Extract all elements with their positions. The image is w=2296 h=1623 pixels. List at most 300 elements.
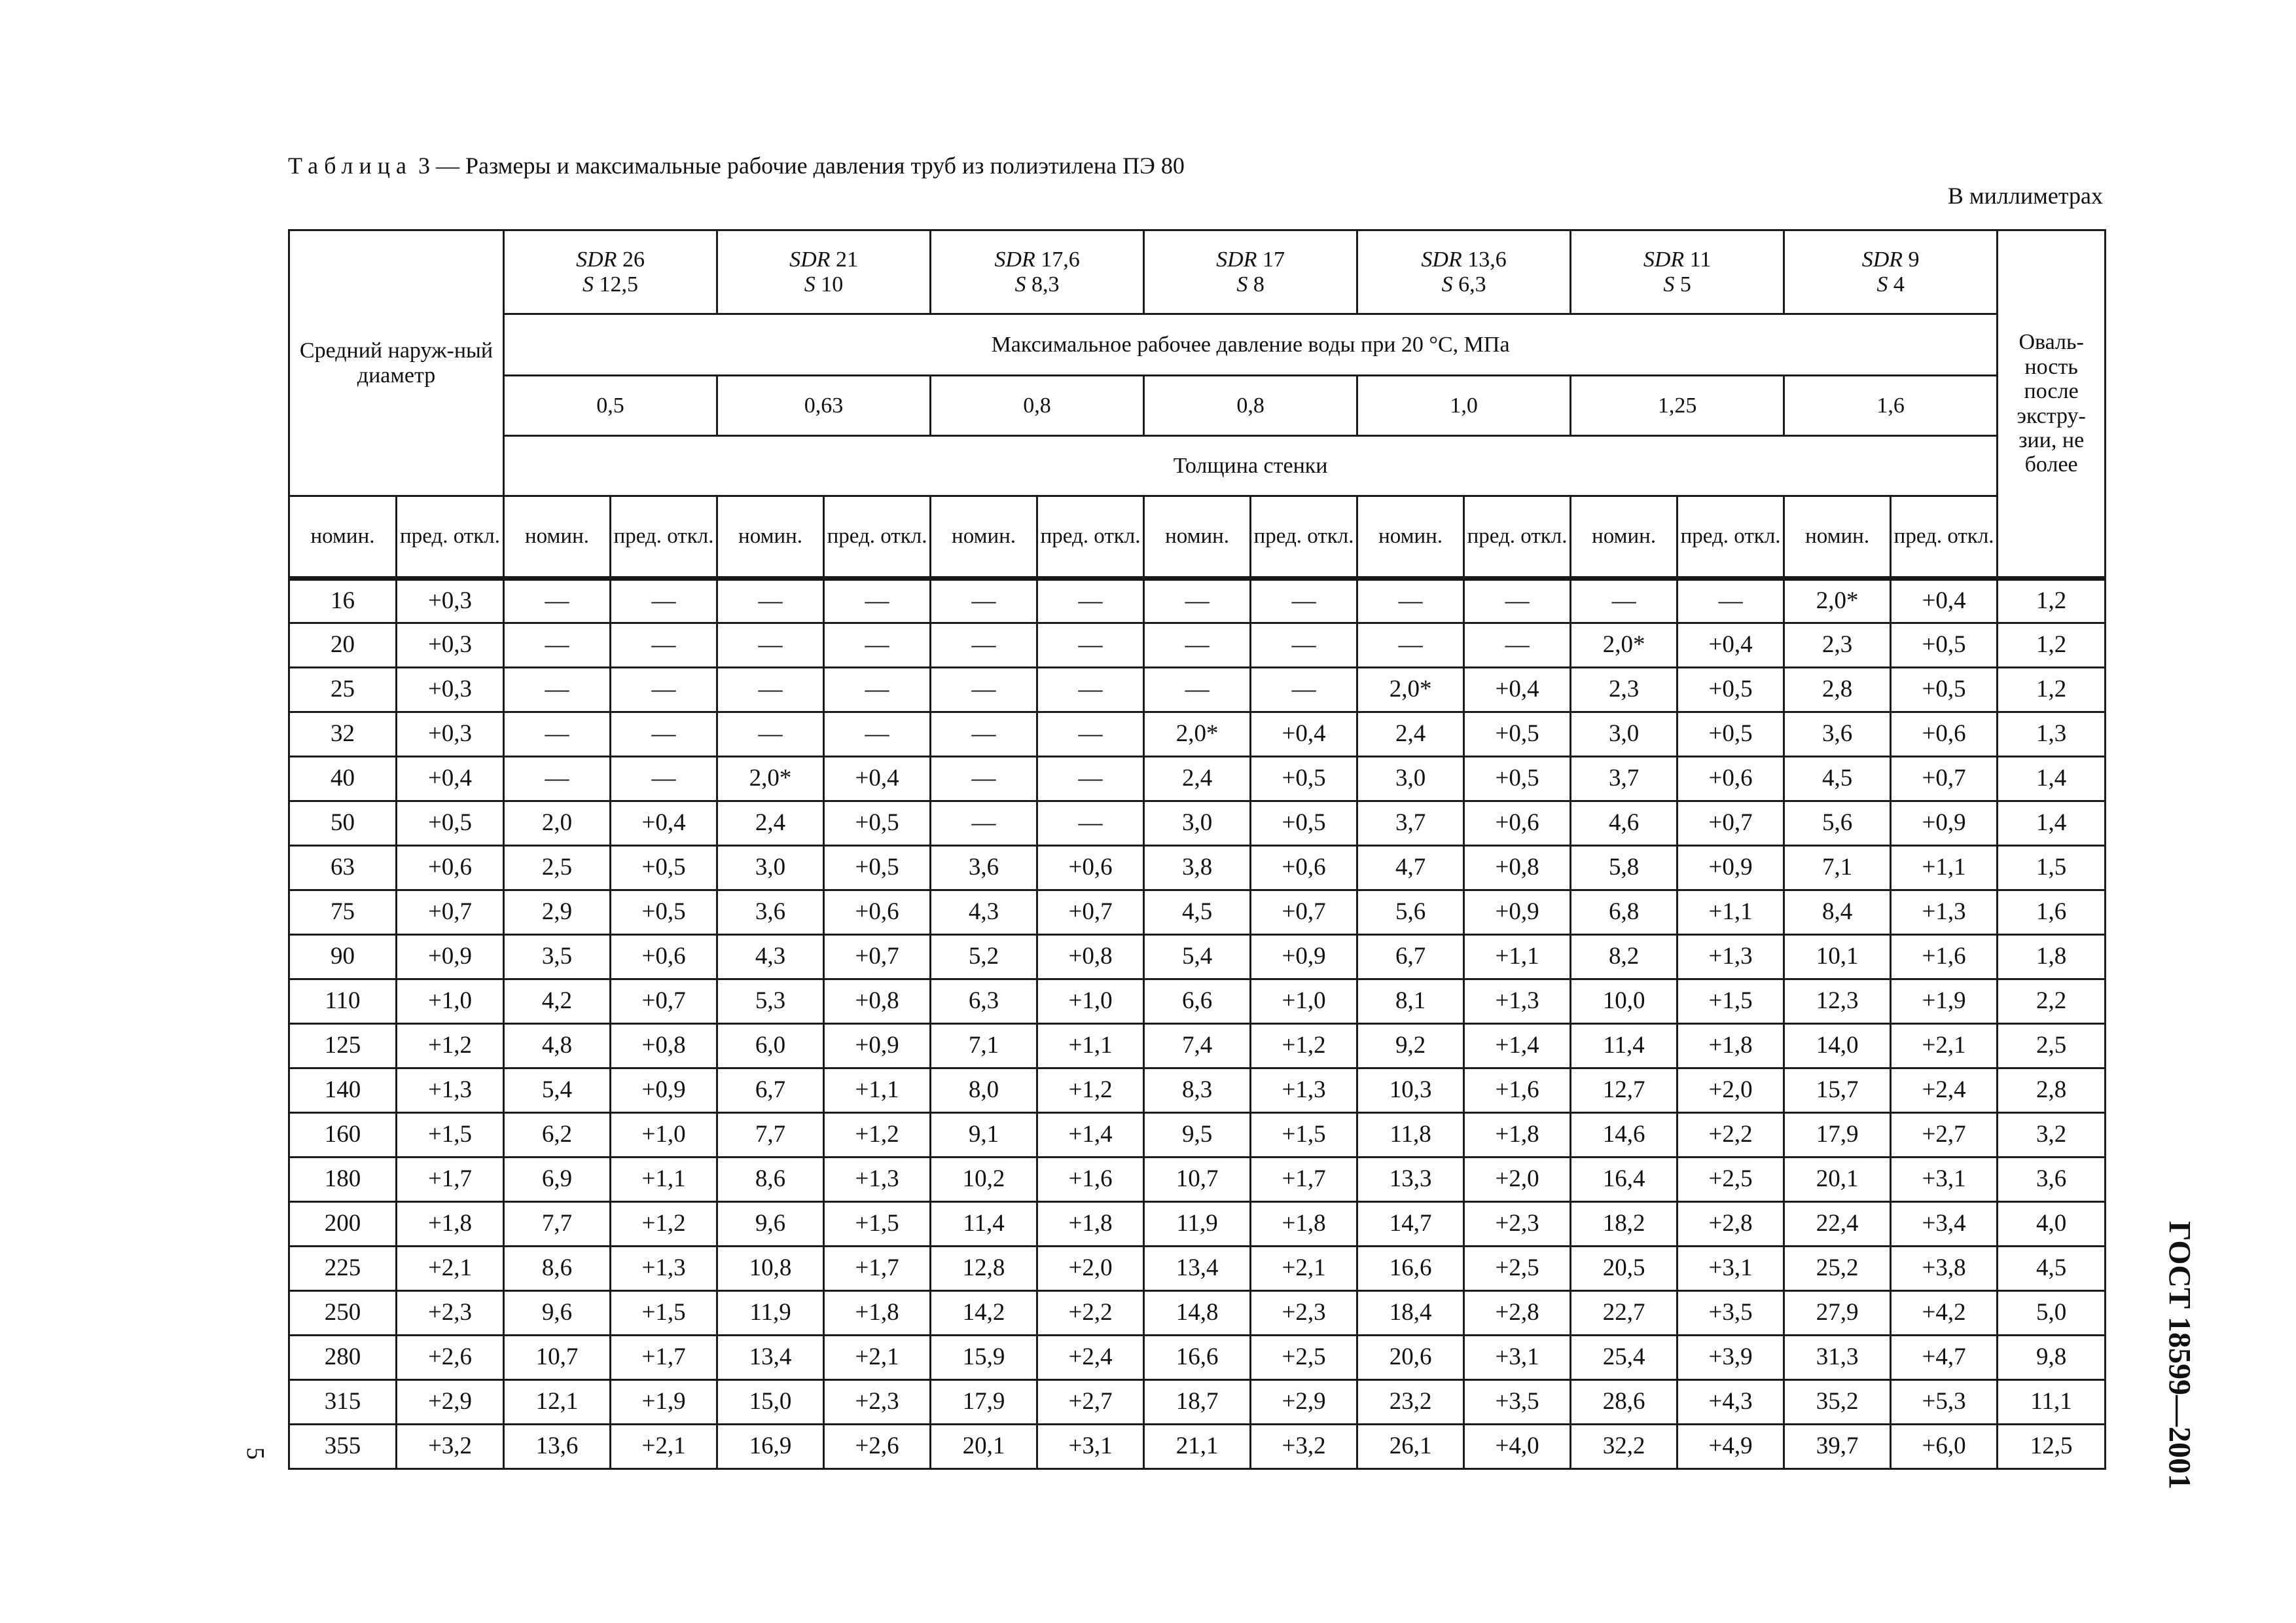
table-cell: 2,3 [1784, 623, 1891, 668]
table-row [289, 1336, 2106, 1380]
table-cell: +0,4 [1677, 623, 1784, 668]
table-cell: 11,9 [717, 1291, 824, 1336]
table-cell: +1,8 [824, 1291, 931, 1336]
table-cell: +4,3 [1677, 1380, 1784, 1425]
table-cell: 10,0 [1571, 979, 1677, 1024]
table-row [289, 1202, 2106, 1247]
header-pressure-value: 0,8 [931, 376, 1144, 436]
ovality-cell: 1,4 [1998, 801, 2106, 846]
sdr-line [505, 247, 716, 272]
table-row [289, 979, 2106, 1024]
table-cell: 7,7 [504, 1202, 611, 1247]
table-cell: — [1357, 579, 1464, 623]
table-cell: 12,1 [504, 1380, 611, 1425]
s-value: 12,5 [599, 272, 639, 297]
table-cell: — [931, 712, 1037, 757]
table-cell: +1,6 [1891, 935, 1998, 979]
table-cell: +0,5 [1251, 757, 1357, 801]
table-cell: 14,6 [1571, 1113, 1677, 1158]
table-cell: +1,1 [824, 1068, 931, 1113]
table-cell: +0,4 [1251, 712, 1357, 757]
table-cell: +0,8 [824, 979, 931, 1024]
header-pressure-value: 1,6 [1784, 376, 1998, 436]
header-nominal: номин. [289, 496, 397, 579]
table-cell: 2,0 [504, 801, 611, 846]
table-cell: 11,8 [1357, 1113, 1464, 1158]
table-cell: 3,6 [931, 846, 1037, 890]
table-caption [288, 152, 1185, 179]
header-ovality-text: Оваль-ность после экстру-зии, не более [2017, 330, 2086, 477]
ovality-cell: 5,0 [1998, 1291, 2106, 1336]
table-cell: 15,7 [1784, 1068, 1891, 1113]
table-cell: 6,0 [717, 1024, 824, 1068]
table-cell: +2,8 [1464, 1291, 1571, 1336]
header-sdr-group [717, 230, 931, 314]
header-sdr-group [1784, 230, 1998, 314]
header-tolerance: пред. откл. [1464, 496, 1571, 579]
table-row [289, 623, 2106, 668]
header-nominal: номин. [1144, 496, 1251, 579]
header-tolerance: пред. откл. [1037, 496, 1144, 579]
ovality-cell: 4,5 [1998, 1247, 2106, 1291]
header-sdr-group [1144, 230, 1357, 314]
table-cell: +2,5 [1677, 1158, 1784, 1202]
table-cell: +0,9 [1464, 890, 1571, 935]
header-tolerance: пред. откл. [611, 496, 717, 579]
table-cell: +4,9 [1677, 1425, 1784, 1469]
diameter-cell: 200 [289, 1202, 397, 1247]
table-cell: 5,6 [1357, 890, 1464, 935]
table-cell: — [931, 668, 1037, 712]
table-cell: +0,6 [1251, 846, 1357, 890]
table-cell: +0,4 [1464, 668, 1571, 712]
table-cell: +0,3 [397, 668, 504, 712]
table-cell: 4,5 [1784, 757, 1891, 801]
table-cell: +1,3 [1464, 979, 1571, 1024]
table-cell: +0,8 [1037, 935, 1144, 979]
table-cell: — [824, 623, 931, 668]
ovality-cell: 2,8 [1998, 1068, 2106, 1113]
table-cell: — [611, 757, 717, 801]
ovality-cell: 1,2 [1998, 668, 2106, 712]
table-cell: +2,6 [824, 1425, 931, 1469]
table-cell: 3,0 [1144, 801, 1251, 846]
table-cell: 10,2 [931, 1158, 1037, 1202]
table-cell: +2,2 [1037, 1291, 1144, 1336]
table-cell: 8,6 [504, 1247, 611, 1291]
table-cell: +0,9 [824, 1024, 931, 1068]
table-cell: 7,7 [717, 1113, 824, 1158]
table-cell: — [504, 668, 611, 712]
table-cell: +2,1 [1891, 1024, 1998, 1068]
table-cell: +0,3 [397, 623, 504, 668]
table-cell: +1,8 [1677, 1024, 1784, 1068]
table-cell: +0,5 [824, 846, 931, 890]
s-value: 5 [1679, 272, 1691, 297]
table-cell: +2,1 [397, 1247, 504, 1291]
diameter-cell: 75 [289, 890, 397, 935]
table-cell: — [717, 712, 824, 757]
table-cell: +1,9 [611, 1380, 717, 1425]
table-cell: +3,9 [1677, 1336, 1784, 1380]
table-cell: 22,7 [1571, 1291, 1677, 1336]
table-cell: +0,7 [611, 979, 717, 1024]
table-cell: 2,4 [717, 801, 824, 846]
sdr-line [1785, 247, 1996, 272]
table-cell: 7,1 [931, 1024, 1037, 1068]
table-cell: +0,4 [397, 757, 504, 801]
table-cell: +0,5 [1251, 801, 1357, 846]
s-label: S [1876, 272, 1888, 297]
table-cell: +0,8 [1464, 846, 1571, 890]
table-cell: +1,2 [824, 1113, 931, 1158]
table-cell: 13,6 [504, 1425, 611, 1469]
ovality-cell: 1,2 [1998, 579, 2106, 623]
table-cell: +3,5 [1677, 1291, 1784, 1336]
ovality-cell: 3,6 [1998, 1158, 2106, 1202]
table-cell: — [1251, 623, 1357, 668]
table-cell: +1,5 [1677, 979, 1784, 1024]
table-cell: +1,3 [1251, 1068, 1357, 1113]
table-cell: 3,7 [1571, 757, 1677, 801]
table-row [289, 846, 2106, 890]
table-cell: 3,0 [1357, 757, 1464, 801]
table-cell: +1,9 [1891, 979, 1998, 1024]
ovality-cell: 1,2 [1998, 623, 2106, 668]
sdr-line [718, 247, 929, 272]
table-cell: +1,1 [1464, 935, 1571, 979]
diameter-cell: 63 [289, 846, 397, 890]
table-cell: +1,6 [1464, 1068, 1571, 1113]
sdr-label: SDR [1643, 247, 1685, 272]
header-sdr-group [931, 230, 1144, 314]
table-cell: +1,2 [397, 1024, 504, 1068]
table-cell: 6,9 [504, 1158, 611, 1202]
table-row [289, 1425, 2106, 1469]
table-cell: +1,0 [397, 979, 504, 1024]
table-row [289, 579, 2106, 623]
table-cell: +0,7 [1677, 801, 1784, 846]
table-cell: 8,6 [717, 1158, 824, 1202]
table-row [289, 890, 2106, 935]
table-cell: 4,8 [504, 1024, 611, 1068]
sdr-label: SDR [1421, 247, 1462, 272]
table-cell: 3,5 [504, 935, 611, 979]
table-cell: — [611, 579, 717, 623]
table-cell: +0,4 [1891, 579, 1998, 623]
page-number-text: 5 [242, 1447, 269, 1460]
table-cell: 12,3 [1784, 979, 1891, 1024]
table-row [289, 712, 2106, 757]
table-cell: 5,2 [931, 935, 1037, 979]
table-cell: +1,8 [1037, 1202, 1144, 1247]
table-cell: 5,6 [1784, 801, 1891, 846]
sdr-line [1358, 247, 1570, 272]
sdr-value: 13,6 [1467, 247, 1507, 272]
table-cell: +4,0 [1464, 1425, 1571, 1469]
table-cell: +2,7 [1891, 1113, 1998, 1158]
table-cell: 3,8 [1144, 846, 1251, 890]
table-cell: 2,9 [504, 890, 611, 935]
table-cell: 10,8 [717, 1247, 824, 1291]
table-cell: +3,2 [1251, 1425, 1357, 1469]
table-cell: +0,6 [824, 890, 931, 935]
table-cell: — [1144, 579, 1251, 623]
table-cell: +0,5 [611, 890, 717, 935]
caption-title: Размеры и максимальные рабочие давления труб из полиэтилена ПЭ 80 [465, 153, 1185, 179]
table-cell: +3,1 [1037, 1425, 1144, 1469]
table-cell: +2,3 [1251, 1291, 1357, 1336]
table-cell: 13,4 [717, 1336, 824, 1380]
ovality-cell: 1,3 [1998, 712, 2106, 757]
s-label: S [1441, 272, 1453, 297]
table-cell: 3,6 [717, 890, 824, 935]
table-cell: 14,8 [1144, 1291, 1251, 1336]
table-cell: 4,3 [717, 935, 824, 979]
table-cell: 31,3 [1784, 1336, 1891, 1380]
table-cell: 16,6 [1144, 1336, 1251, 1380]
table-cell: 9,2 [1357, 1024, 1464, 1068]
table-cell: — [611, 712, 717, 757]
sdr-label: SDR [1216, 247, 1257, 272]
table-row [289, 757, 2106, 801]
table-cell: +1,7 [611, 1336, 717, 1380]
table-cell: 6,7 [1357, 935, 1464, 979]
table-cell: +1,3 [824, 1158, 931, 1202]
table-cell: 8,4 [1784, 890, 1891, 935]
table-cell: +0,3 [397, 579, 504, 623]
table-cell: +2,1 [1251, 1247, 1357, 1291]
table-cell: 18,7 [1144, 1380, 1251, 1425]
table-cell: 3,6 [1784, 712, 1891, 757]
header-tolerance: пред. откл. [1251, 496, 1357, 579]
diameter-cell: 140 [289, 1068, 397, 1113]
table-cell: — [504, 757, 611, 801]
table-cell: +1,1 [1891, 846, 1998, 890]
table-cell: — [1464, 623, 1571, 668]
table-cell: 2,0* [1784, 579, 1891, 623]
table-cell: 2,0* [1571, 623, 1677, 668]
diameter-cell: 40 [289, 757, 397, 801]
table-cell: +0,9 [1251, 935, 1357, 979]
diameter-cell: 20 [289, 623, 397, 668]
header-pressure-value: 0,8 [1144, 376, 1357, 436]
table-cell: 12,7 [1571, 1068, 1677, 1113]
sdr-line [1145, 247, 1356, 272]
s-value: 6,3 [1458, 272, 1486, 297]
table-cell: 6,2 [504, 1113, 611, 1158]
table-cell: — [1144, 668, 1251, 712]
table-cell: +4,7 [1891, 1336, 1998, 1380]
header-pressure-value: 1,25 [1571, 376, 1784, 436]
table-cell: +2,5 [1464, 1247, 1571, 1291]
table-cell: +2,7 [1037, 1380, 1144, 1425]
diameter-cell: 50 [289, 801, 397, 846]
table-cell: +3,1 [1464, 1336, 1571, 1380]
header-nominal: номин. [1357, 496, 1464, 579]
header-nominal: номин. [1571, 496, 1677, 579]
diameter-cell: 250 [289, 1291, 397, 1336]
header-pressure-value: 0,5 [504, 376, 717, 436]
table-cell: +2,1 [611, 1425, 717, 1469]
table-cell: — [931, 623, 1037, 668]
table-cell: — [824, 668, 931, 712]
table-cell: +1,5 [611, 1291, 717, 1336]
table-cell: 35,2 [1784, 1380, 1891, 1425]
table-cell: +1,3 [397, 1068, 504, 1113]
table-cell: 20,6 [1357, 1336, 1464, 1380]
table-cell: +0,6 [1677, 757, 1784, 801]
ovality-cell: 12,5 [1998, 1425, 2106, 1469]
diameter-cell: 16 [289, 579, 397, 623]
table-cell: +3,2 [397, 1425, 504, 1469]
table-cell: +2,2 [1677, 1113, 1784, 1158]
table-cell: 10,1 [1784, 935, 1891, 979]
s-line [1785, 272, 1996, 297]
table-cell: +0,4 [824, 757, 931, 801]
header-sdr-group [504, 230, 717, 314]
table-cell: 13,3 [1357, 1158, 1464, 1202]
table-cell: 7,1 [1784, 846, 1891, 890]
sdr-value: 11 [1689, 247, 1712, 272]
table-cell: +2,3 [397, 1291, 504, 1336]
table-cell: 16,9 [717, 1425, 824, 1469]
s-label: S [804, 272, 816, 297]
table-cell: 2,8 [1784, 668, 1891, 712]
ovality-cell: 4,0 [1998, 1202, 2106, 1247]
table-cell: — [504, 579, 611, 623]
table-cell: 4,3 [931, 890, 1037, 935]
table-cell: — [611, 668, 717, 712]
table-cell: 6,6 [1144, 979, 1251, 1024]
table-cell: 4,7 [1357, 846, 1464, 890]
table-cell: +1,2 [611, 1202, 717, 1247]
table-cell: 22,4 [1784, 1202, 1891, 1247]
table-cell: 7,4 [1144, 1024, 1251, 1068]
s-value: 10 [821, 272, 844, 297]
table-cell: — [717, 623, 824, 668]
table-cell: +0,7 [1251, 890, 1357, 935]
table-cell: 9,6 [717, 1202, 824, 1247]
table-row [289, 1068, 2106, 1113]
table-cell: — [824, 579, 931, 623]
table-cell: +3,1 [1891, 1158, 1998, 1202]
table-cell: 10,7 [504, 1336, 611, 1380]
header-tolerance: пред. откл. [1677, 496, 1784, 579]
table-cell: +0,8 [611, 1024, 717, 1068]
table-cell: +5,3 [1891, 1380, 1998, 1425]
table-cell: — [1571, 579, 1677, 623]
table-cell: — [931, 801, 1037, 846]
table-cell: 32,2 [1571, 1425, 1677, 1469]
table-cell: 4,6 [1571, 801, 1677, 846]
table-cell: 8,1 [1357, 979, 1464, 1024]
table-cell: — [1464, 579, 1571, 623]
table-cell: +0,7 [1037, 890, 1144, 935]
ovality-cell: 9,8 [1998, 1336, 2106, 1380]
table-cell: +1,0 [611, 1113, 717, 1158]
header-sdr-group [1571, 230, 1784, 314]
header-sdr-group [1357, 230, 1571, 314]
table-cell: +0,6 [611, 935, 717, 979]
table-cell: +2,0 [1464, 1158, 1571, 1202]
ovality-cell: 11,1 [1998, 1380, 2106, 1425]
table-cell: 3,7 [1357, 801, 1464, 846]
table-cell: +0,7 [1891, 757, 1998, 801]
table-cell: +0,9 [1677, 846, 1784, 890]
sdr-value: 21 [835, 247, 858, 272]
diameter-cell: 315 [289, 1380, 397, 1425]
table-cell: 8,0 [931, 1068, 1037, 1113]
table-cell: +1,8 [1251, 1202, 1357, 1247]
header-wall-title [504, 436, 1998, 496]
table-cell: 11,4 [1571, 1024, 1677, 1068]
table-cell: 2,5 [504, 846, 611, 890]
header-nominal: номин. [931, 496, 1037, 579]
table-cell: 15,9 [931, 1336, 1037, 1380]
table-cell: +3,1 [1677, 1247, 1784, 1291]
header-tolerance: пред. откл. [1891, 496, 1998, 579]
table-cell: 2,4 [1357, 712, 1464, 757]
table-cell: +2,3 [1464, 1202, 1571, 1247]
diameter-cell: 90 [289, 935, 397, 979]
table-cell: +6,0 [1891, 1425, 1998, 1469]
table-cell: 12,8 [931, 1247, 1037, 1291]
header-tolerance: пред. откл. [824, 496, 931, 579]
table-cell: 18,4 [1357, 1291, 1464, 1336]
table-cell: 5,4 [504, 1068, 611, 1113]
table-cell: 2,0* [1357, 668, 1464, 712]
table-cell: +1,0 [1251, 979, 1357, 1024]
table-cell: +1,1 [611, 1158, 717, 1202]
table-cell: +0,4 [611, 801, 717, 846]
sdr-value: 17 [1262, 247, 1285, 272]
table-cell: 3,0 [717, 846, 824, 890]
document-code-text: ГОСТ 18599—2001 [2162, 1221, 2197, 1489]
table-cell: 14,7 [1357, 1202, 1464, 1247]
table-cell: +1,2 [1251, 1024, 1357, 1068]
s-label: S [1236, 272, 1248, 297]
table-cell: +0,9 [397, 935, 504, 979]
ovality-cell: 1,4 [1998, 757, 2106, 801]
table-cell: 4,2 [504, 979, 611, 1024]
s-line [505, 272, 716, 297]
table-row [289, 1158, 2106, 1202]
table-cell: +2,4 [1891, 1068, 1998, 1113]
table-cell: 5,3 [717, 979, 824, 1024]
table-cell: +2,5 [1251, 1336, 1357, 1380]
s-value: 8 [1253, 272, 1265, 297]
table-cell: +1,6 [1037, 1158, 1144, 1202]
table-cell: +1,0 [1037, 979, 1144, 1024]
table-cell: +2,4 [1037, 1336, 1144, 1380]
s-line [718, 272, 929, 297]
table-cell: +0,6 [1037, 846, 1144, 890]
table-cell: 20,5 [1571, 1247, 1677, 1291]
table-cell: 5,8 [1571, 846, 1677, 890]
table-cell: 2,4 [1144, 757, 1251, 801]
header-pressure-value: 0,63 [717, 376, 931, 436]
table-cell: +1,8 [1464, 1113, 1571, 1158]
sdr-value: 26 [622, 247, 645, 272]
table-cell: +0,6 [1464, 801, 1571, 846]
table-row [289, 1113, 2106, 1158]
diameter-cell: 32 [289, 712, 397, 757]
table-cell: 28,6 [1571, 1380, 1677, 1425]
ovality-cell: 1,6 [1998, 890, 2106, 935]
table-row [289, 1291, 2106, 1336]
table-cell: +0,5 [1891, 623, 1998, 668]
